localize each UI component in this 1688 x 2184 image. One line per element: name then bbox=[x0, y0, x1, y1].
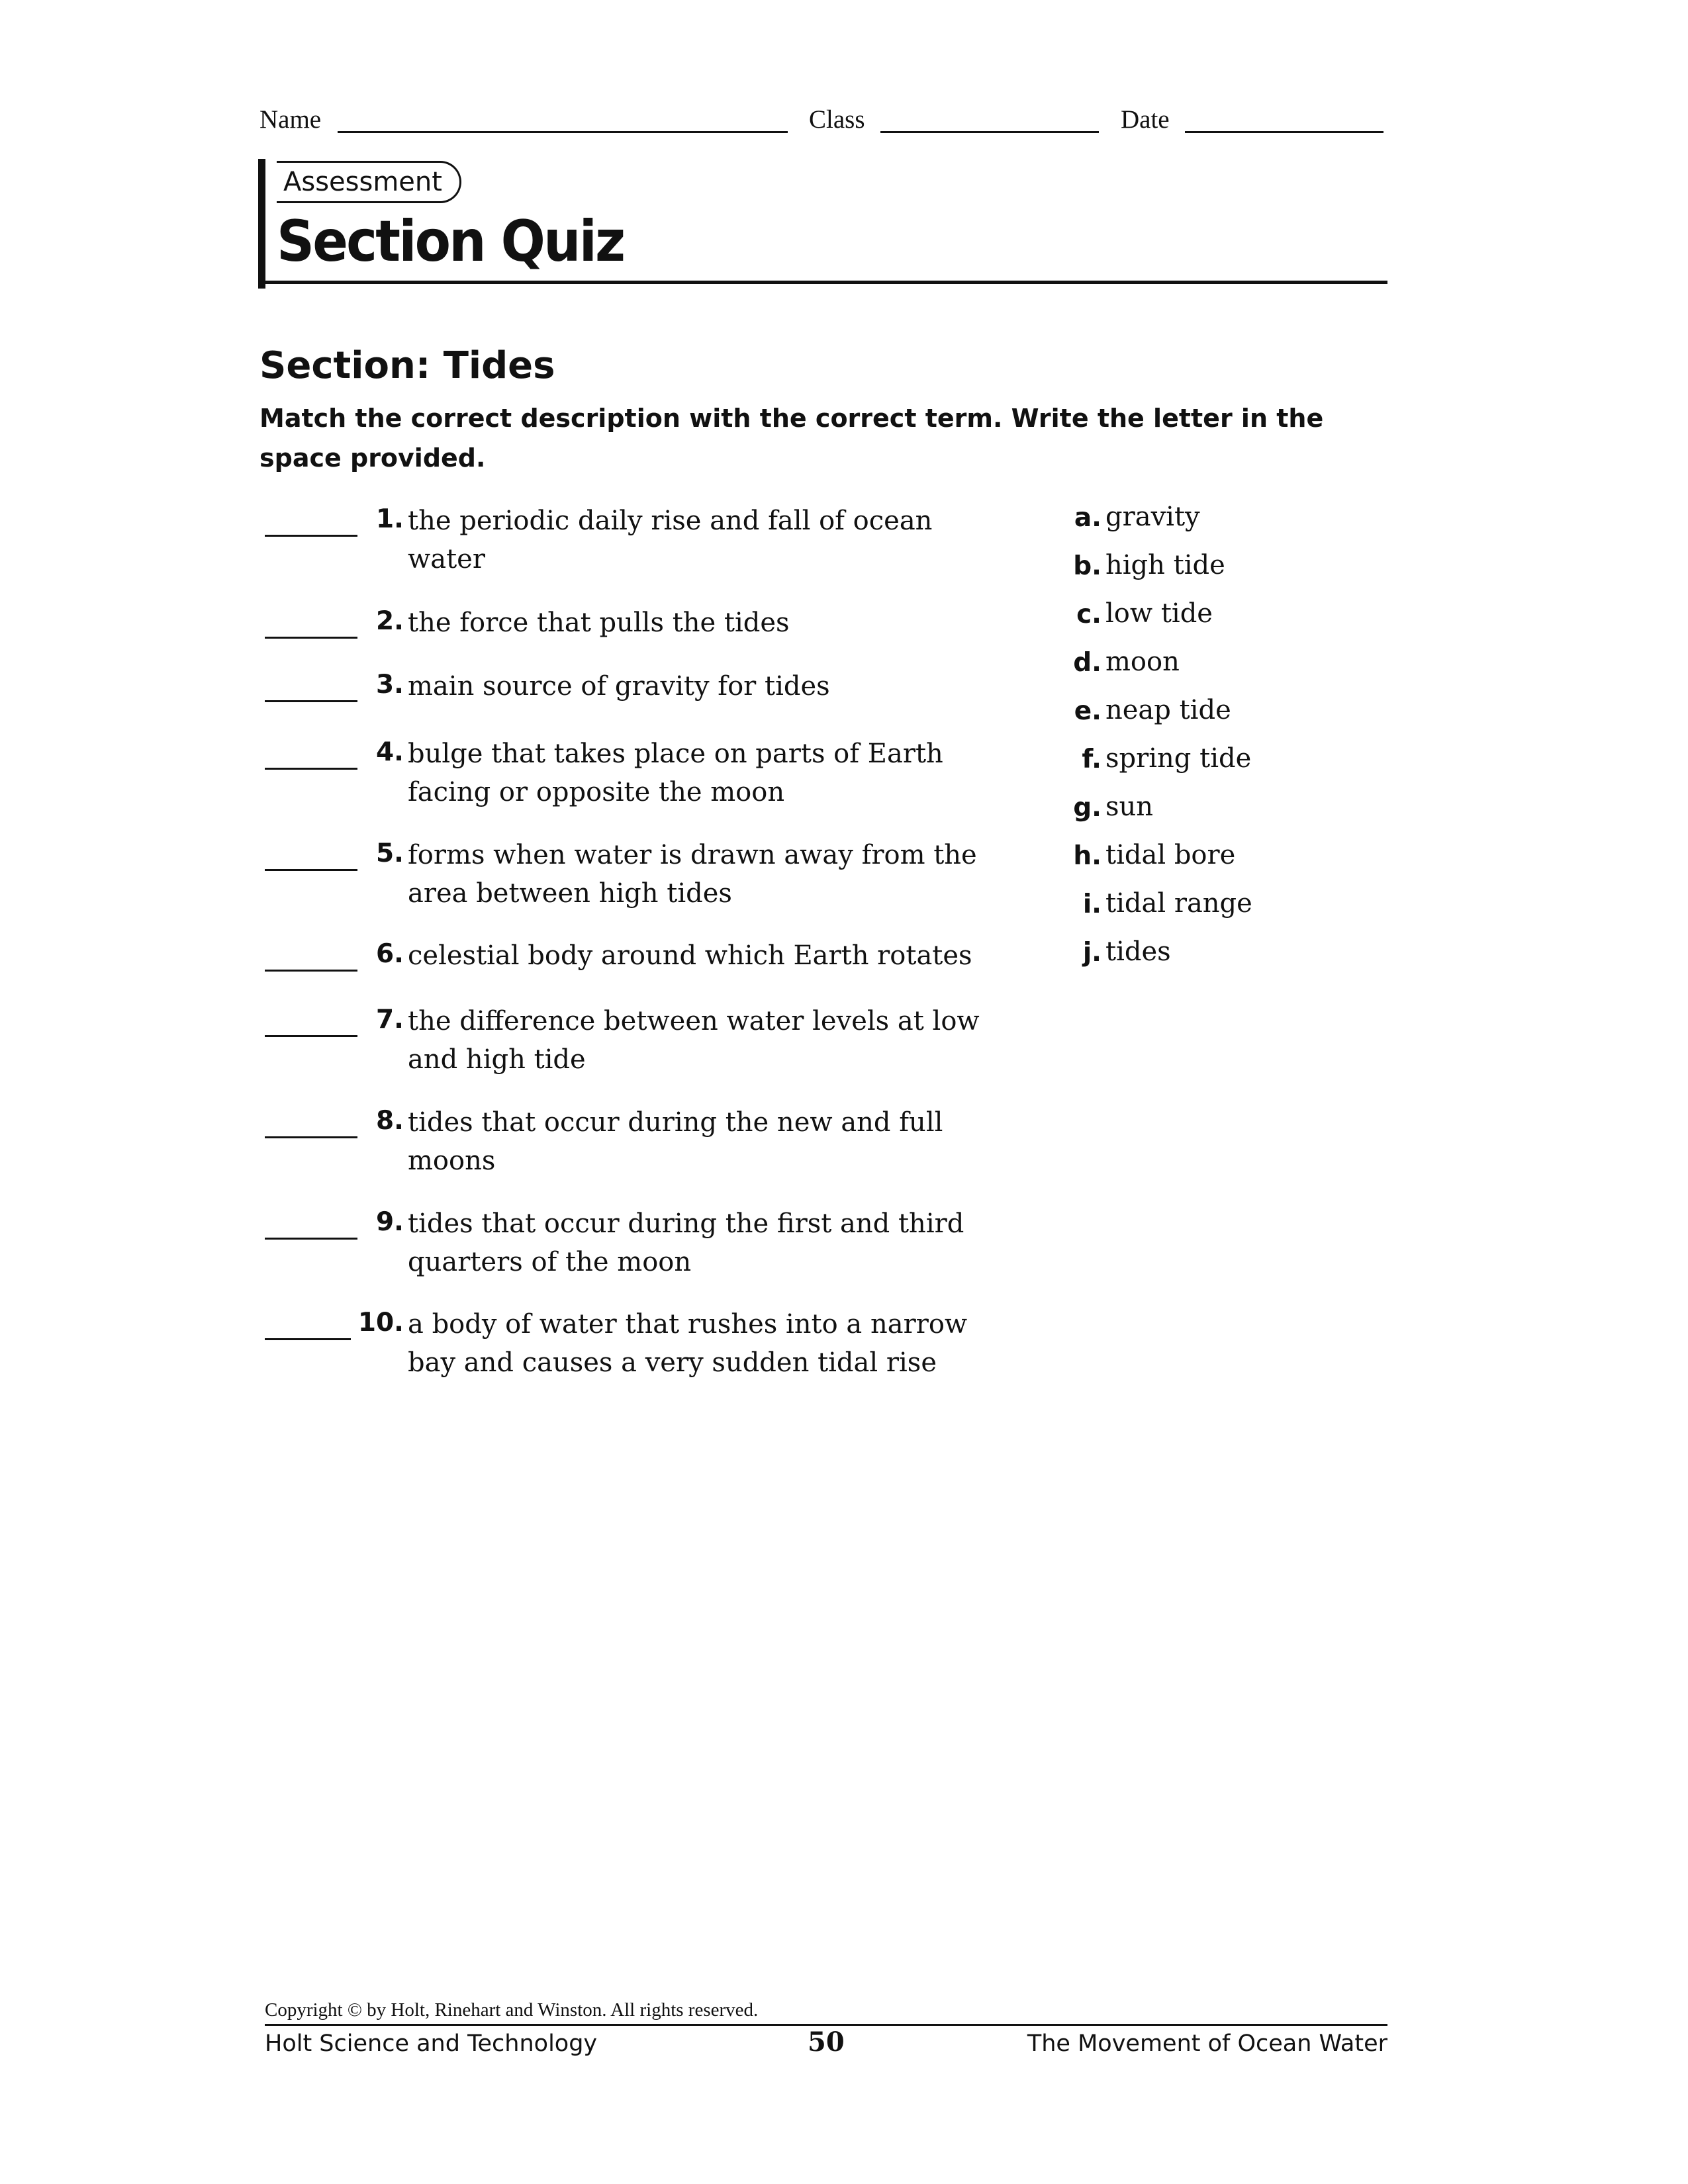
chapter-title: The Movement of Ocean Water bbox=[1027, 2030, 1387, 2057]
choice-letter: i. bbox=[1082, 889, 1102, 919]
question-text-1: the periodic daily rise and fall of ocean water bbox=[408, 506, 933, 574]
choice-letter: a. bbox=[1074, 503, 1102, 533]
footer-rule bbox=[265, 2024, 1387, 2026]
date-field[interactable] bbox=[1185, 131, 1383, 133]
question-number-6: 6. bbox=[376, 939, 404, 969]
question-number-5: 5. bbox=[376, 839, 404, 868]
answer-blank-3[interactable] bbox=[265, 700, 357, 702]
choice-letter: f. bbox=[1082, 745, 1102, 774]
question-text-9: tides that occur during the first and third quarters of the moon bbox=[408, 1208, 964, 1277]
question-text-2: the force that pulls the tides bbox=[408, 608, 790, 638]
choice-letter: c. bbox=[1076, 600, 1102, 629]
question-text-10: a body of water that rushes into a narrow bay and causes a very sudden tidal rise bbox=[408, 1309, 968, 1378]
answer-blank-8[interactable] bbox=[265, 1136, 357, 1138]
banner-bar bbox=[258, 159, 265, 289]
question-text-8: tides that occur during the new and full moons bbox=[408, 1107, 943, 1176]
choice-letter: b. bbox=[1073, 551, 1102, 581]
question-text-4: bulge that takes place on parts of Earth facing or opposite the moon bbox=[408, 739, 943, 807]
choice-text: tidal bore bbox=[1105, 840, 1236, 870]
choice-text: moon bbox=[1105, 647, 1180, 677]
question-text-6: celestial body around which Earth rotates bbox=[408, 940, 972, 971]
question-number-8: 8. bbox=[376, 1106, 404, 1136]
copyright-notice: Copyright © by Holt, Rinehart and Winston. All rights reserved. bbox=[265, 1999, 759, 2021]
publisher-name: Holt Science and Technology bbox=[265, 2030, 598, 2057]
page-number: 50 bbox=[808, 2026, 845, 2058]
answer-blank-6[interactable] bbox=[265, 970, 357, 972]
question-number-10: 10. bbox=[357, 1308, 404, 1338]
answer-blank-4[interactable] bbox=[265, 768, 357, 770]
question-text-3: main source of gravity for tides bbox=[408, 671, 830, 702]
assessment-tab: Assessment bbox=[277, 161, 461, 203]
name-label: Name bbox=[259, 105, 322, 134]
answer-blank-7[interactable] bbox=[265, 1035, 357, 1037]
answer-blank-5[interactable] bbox=[265, 869, 357, 871]
choice-letter: j. bbox=[1082, 938, 1102, 968]
choice-text: neap tide bbox=[1105, 695, 1231, 725]
choice-text: tides bbox=[1105, 936, 1171, 967]
choice-text: high tide bbox=[1105, 550, 1225, 580]
choice-letter: e. bbox=[1074, 696, 1102, 726]
instructions: Match the correct description with the correct term. Write the letter in the space provided. bbox=[259, 404, 1324, 473]
answer-blank-9[interactable] bbox=[265, 1238, 357, 1240]
question-number-9: 9. bbox=[376, 1207, 404, 1237]
choice-text: sun bbox=[1105, 792, 1154, 822]
choice-letter: d. bbox=[1073, 648, 1102, 678]
choice-letter: h. bbox=[1073, 841, 1102, 871]
question-text-7: the difference between water levels at low and high tide bbox=[408, 1006, 980, 1075]
answer-blank-1[interactable] bbox=[265, 535, 357, 537]
answer-blank-2[interactable] bbox=[265, 637, 357, 639]
class-field[interactable] bbox=[880, 131, 1099, 133]
choice-text: low tide bbox=[1105, 598, 1213, 629]
question-text-5: forms when water is drawn away from the area between high tides bbox=[408, 840, 977, 909]
section-heading: Section: Tides bbox=[259, 344, 555, 387]
choice-text: tidal range bbox=[1105, 888, 1252, 919]
name-field[interactable] bbox=[338, 131, 788, 133]
question-number-3: 3. bbox=[376, 670, 404, 700]
question-number-4: 4. bbox=[376, 737, 404, 767]
answer-blank-10[interactable] bbox=[265, 1338, 351, 1340]
page-title: Section Quiz bbox=[277, 208, 624, 275]
question-number-2: 2. bbox=[376, 606, 404, 636]
class-label: Class bbox=[809, 105, 865, 134]
banner-rule bbox=[258, 281, 1387, 284]
question-number-1: 1. bbox=[376, 504, 404, 534]
choice-text: gravity bbox=[1105, 502, 1200, 532]
question-number-7: 7. bbox=[376, 1005, 404, 1034]
choice-letter: g. bbox=[1073, 793, 1102, 823]
date-label: Date bbox=[1121, 105, 1170, 134]
choice-text: spring tide bbox=[1105, 743, 1252, 774]
